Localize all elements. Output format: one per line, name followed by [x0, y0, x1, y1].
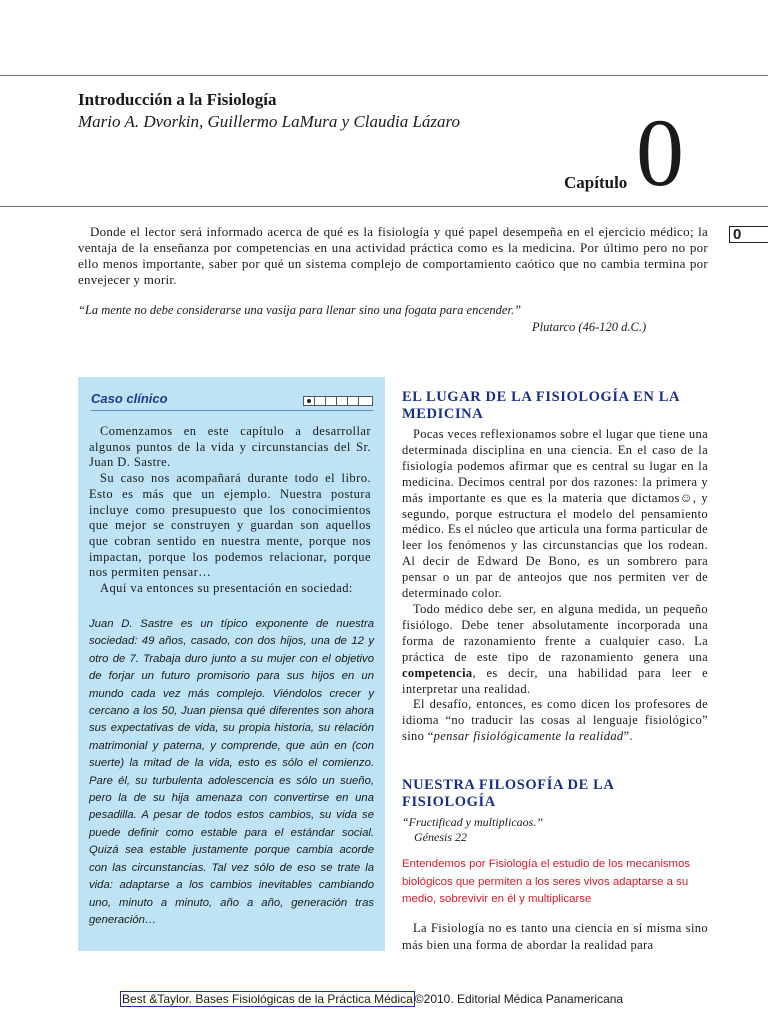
clinical-case-title: Caso clínico — [91, 391, 168, 406]
physiology-definition: Entendemos por Fisiología el estudio de los mecanismos biológicos que permiten a los seres vivos adaptarse a su medio, sobrevivir en él y multiplicarse — [402, 858, 691, 905]
book-title: Introducción a la Fisiología — [78, 90, 277, 109]
section-motto — [402, 815, 543, 845]
chapter-intro — [78, 224, 708, 288]
body-paragraph: El desafío, entonces, es como dicen los profesores de idioma “no traducir las cosas al lenguaje fisiológico” sino “pensar fisiológicamente la realidad”. — [402, 697, 708, 744]
section-heading-lugar: EL LUGAR DE LA FISIOLOGÍA EN LA MEDICINA — [402, 389, 680, 422]
footer-book-link[interactable]: Best &Taylor. Bases Fisiológicas de la Práctica Médica — [122, 992, 413, 1006]
body-paragraph: Pocas veces reflexionamos sobre el lugar que tiene una determinada disciplina en una ciencia. En el caso de la fisiología podemos afirmar que es central su lugar en la medicina. Decimos central por dos razones: la primera y más importante es que es la materia que dictamos☺, y segundo, porque estructura el modelo del pensamiento médico. Es el núcleo que articula una forma particular de leer los fenómenos y las circunstancias que los rodean. Al decir de Edward De Bono, es un sombrero para pensar o un par de anteojos que nos permiten ver de determinado color. — [402, 427, 708, 601]
footer-copyright: ©2010. Editorial Médica Panamericana — [414, 992, 624, 1006]
case-paragraph: Comenzamos en este capítulo a desarrollar algunos puntos de la vida y circunstancias del Sr. Juan D. Sastre. — [89, 424, 371, 470]
clinical-case-rule — [91, 410, 373, 411]
motto-source: Génesis 22 — [414, 830, 467, 844]
motto-quote: “Fructificad y multiplicaos.” — [402, 815, 543, 829]
emphasis-phrase: pensar fisiológicamente la realidad — [433, 729, 624, 744]
header-bottom-rule — [0, 206, 768, 207]
section-body-filosofia — [402, 920, 708, 953]
page-footer — [120, 992, 623, 1006]
body-paragraph: Todo médico debe ser, en alguna medida, un pequeño fisiólogo. Debe tener absolutamente incorporada una forma de razonamiento frente a cualquier caso. La práctica de este tipo de razonamiento genera una competencia, es decir, una habilidad para leer e interpretar una realidad. — [402, 601, 708, 696]
clinical-case-narrative — [89, 616, 374, 929]
body-paragraph: La Fisiología no es tanto una ciencia en sí misma sino más bien una forma de abordar la realidad para — [402, 921, 708, 952]
section-body-lugar — [402, 427, 708, 745]
case-paragraph: Su caso nos acompañará durante todo el libro. Esto es más que un ejemplo. Nuestra postura incluye como presupuesto que los conocimientos que mejor se construyen y guardan son aquellos que cobran sentido en nuestra mente, porque nos impactan, porque los podemos relacionar, porque nos permiten pensar… — [89, 471, 371, 580]
epigraph-source: Plutarco (46-120 d.C.) — [532, 320, 647, 334]
case-narrative-text: Juan D. Sastre es un típico exponente de nuestra sociedad: 49 años, casado, con dos hijos, una de 12 y otro de 7. Trabaja duro junto a su mujer con el objetivo de forjar un futuro promisorio para sus hijos en un mundo cada vez más complejo. Viéndolos crecer y cercano a los 50, Juan piensa qué diferentes son ahora sus expectativas de vida, su propia historia, su relación matrimonial y paterna, y comprende, que aún en (con suerte) la mitad de la vida, esto es sólo el comienzo. Pare él, su turbulenta adolescencia es sólo un sueño, pero la de su hija amenaza con convertirse en una pesadilla. A pesar de todos estos cambios, su vida se puede definir como estable para el estándar social. Quizá sea estable justamente porque cambia acorde con las circunstancias. Tal vez sólo de eso se trate la vida: adaptarse a los cambios inevitables cambiando uno, minuto a minuto, año a año, generación tras generación… — [89, 618, 374, 926]
book-authors: Mario A. Dvorkin, Guillermo LaMura y Claudia Lázaro — [78, 112, 461, 131]
section-heading-filosofia: NUESTRA FILOSOFÍA DE LA FISIOLOGÍA — [402, 777, 614, 810]
case-progress-icon — [303, 396, 373, 406]
clinical-case-body — [89, 424, 371, 597]
case-paragraph: Aquí va entonces su presentación en sociedad: — [100, 581, 353, 596]
chapter-side-tab: 0 — [729, 226, 768, 243]
intro-paragraph: Donde el lector será informado acerca de qué es la fisiología y qué papel desempeña en el ejercicio médico; la ventaja de la enseñanza por competencias en una actividad práctica como es la medicina. Por último pero no por ello menos importante, saber por qué un sistema complejo de comportamiento caótico que no cambia termina por envejecer y morir. — [78, 224, 708, 287]
chapter-number: 0 — [636, 99, 684, 206]
term-competencia: competencia — [402, 665, 473, 680]
header-top-rule — [0, 75, 768, 76]
chapter-label: Capítulo — [564, 173, 628, 192]
epigraph-quote: “La mente no debe considerarse una vasija para llenar sino una fogata para encender.” — [78, 303, 522, 317]
